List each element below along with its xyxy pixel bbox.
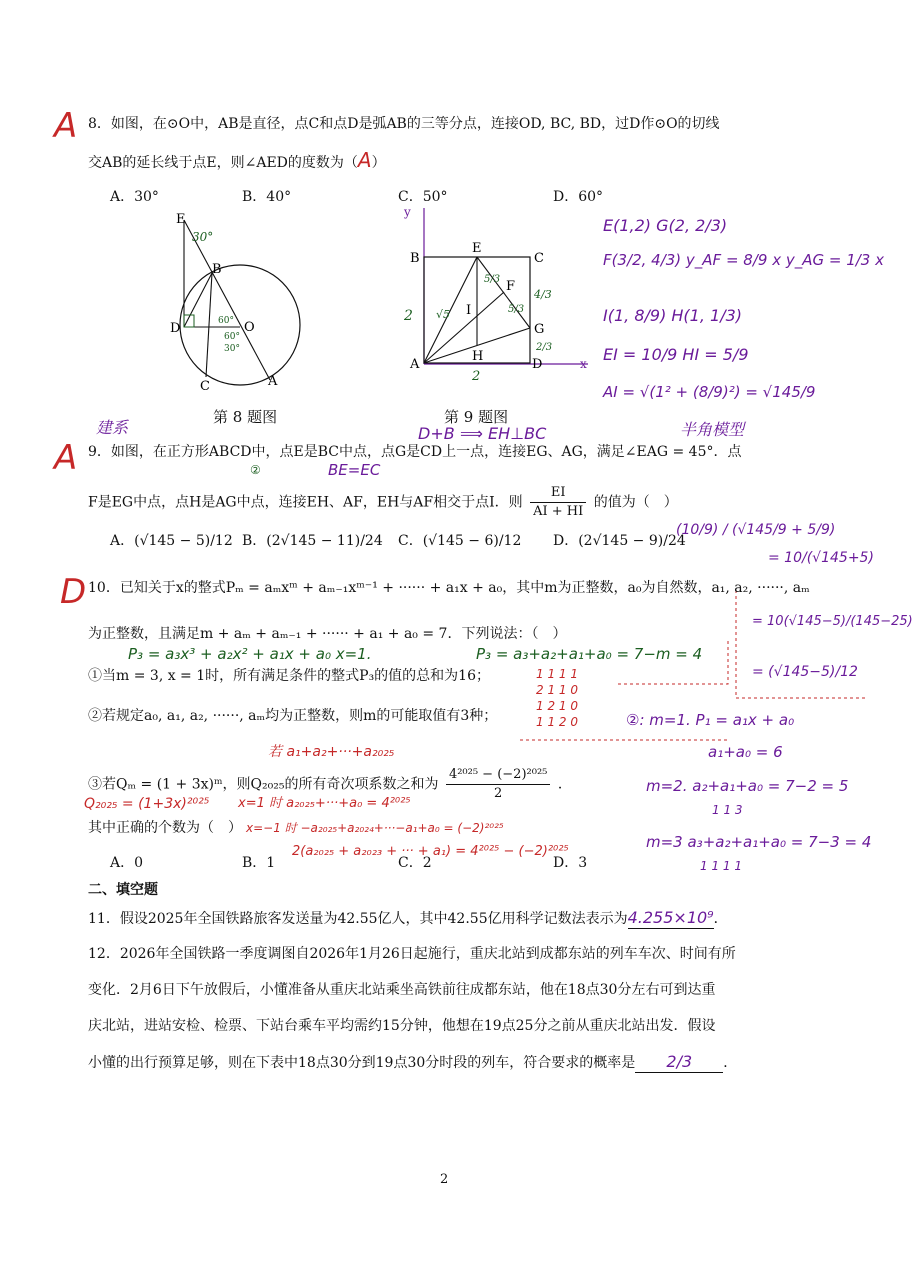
q10-line2: 为正整数，且满足m + aₘ + aₘ₋₁ + ······ + a₁ + a₀ = 7．下列说法：（ ） [88,626,567,642]
q9-hw-ef: 5/3 [484,274,501,285]
q9-hw-perp: ⟹ EH⊥BC [460,424,547,443]
q10-hw-combo-4: 1 1 2 0 [536,715,578,729]
q10-margin-mark: D [60,572,87,612]
q9-hw-gd: 2/3 [536,342,553,353]
q9-label-f: F [506,279,516,294]
q9-hw-frac-1: (10/9) / (√145/9 + 5/9) [676,522,836,538]
q11-answer: 4.255×10⁹ [627,908,714,927]
q8-figure-caption: 第 8 题图 [213,408,278,426]
q9-label-b: B [410,251,420,266]
q9-line2-end: 的值为（ ） [593,494,678,511]
q8-line-ea [184,220,270,380]
q8-line2 [88,150,386,173]
q10-hw-sum: P₃ = a₃+a₂+a₁+a₀ = 7−m = 4 [476,645,703,663]
q11-end: ． [713,911,728,927]
q8-option-c: C．50° [398,189,448,205]
q8-answer-mark: A [357,148,372,172]
q9-hw-fg: 5/3 [508,304,525,315]
section-2-title: 二、填空题 [88,882,158,898]
q9-figure [400,200,590,384]
q9-hw-db: D+B [418,424,455,443]
q9-fraction-den: AI + HI [533,504,584,519]
q8-label-d: D [170,321,181,336]
q10-hw-m2: m=2. a₂+a₁+a₀ = 7−2 = 5 [646,777,849,795]
q10-line1: 10．已知关于x的整式Pₘ = aₘxᵐ + aₘ₋₁xᵐ⁻¹ + ······ + a₁x + a₀，其中m为正整数，a₀为自然数，a₁, a₂, ······, aₘ [88,580,810,596]
q10-statement-1: ①当m = 3, x = 1时，所有满足条件的整式P₃的值的总和为16； [88,668,490,684]
q10-hw-s3-sum: 2(a₂₀₂₅ + a₂₀₂₃ + ··· + a₁) = 4²⁰²⁵ − (−2)²⁰²⁵ [292,844,569,859]
q8-line-bc [206,273,212,377]
q9-margin-mark: A [54,438,78,478]
q12-text: 小懂的出行预算足够，则在下表中18点30分到19点30分时段的列车，符合要求的概率是 [88,1055,636,1071]
q8-line2-text: 交AB的延长线于点E，则∠AED的度数为（ [88,155,358,171]
q8-line-bd [184,273,212,327]
q10-hw-m3-vals: 1 1 1 1 [700,859,742,873]
q9-hw-setup: 建系 [96,418,129,437]
q9-hw-coords-3: I(1, 8/9) H(1, 1/3) [603,306,743,325]
q11-line [88,908,728,929]
q9-label-y: y [404,205,411,219]
q10-hw-combo-2: 2 1 1 0 [536,683,578,697]
q10-option-c: C．2 [398,855,432,871]
q12-end: ． [723,1055,738,1071]
q8-hw-angle4: 30° [224,344,240,354]
q9-label-a: A [410,357,420,372]
q9-fraction [530,484,586,521]
page-number: 2 [440,1172,449,1187]
q12-answer: 2/3 [635,1052,723,1073]
q9-option-c: C．(√145 − 6)/12 [398,533,522,549]
q10-hw-m3: m=3 a₃+a₂+a₁+a₀ = 7−3 = 4 [646,833,872,851]
q9-line-af [424,292,504,363]
q9-hw-coords-1: E(1,2) G(2, 2/3) [603,216,728,235]
q9-hw-frac-4: = (√145−5)/12 [752,664,858,680]
q8-margin-mark: A [54,106,78,146]
q10-hw-m1-sum: a₁+a₀ = 6 [708,743,783,761]
q9-hw-halfangle: 半角模型 [680,420,745,439]
q10-hw-m1: ②: m=1. P₁ = a₁x + a₀ [626,711,795,729]
q9-hw-coords-4: EI = 10/9 HI = 5/9 [603,345,749,364]
q8-hw-angle3: 60° [224,332,240,342]
q9-hw-frac-2: = 10/(√145+5) [768,550,874,566]
q10-hw-s3-x1: x=1 时 a₂₀₂₅+···+a₀ = 4²⁰²⁵ [238,796,411,811]
q10-hw-dashed [518,640,738,750]
q9-label-e: E [472,241,482,256]
q9-option-b: B．(2√145 − 11)/24 [242,533,383,549]
q9-label-i: I [466,303,472,318]
q9-hw-be-ec: BE=EC [328,461,381,479]
q9-hw-side: 2 [404,308,413,324]
q8-label-e: E [176,212,186,227]
q9-fraction-num: EI [530,484,586,503]
q9-hw-cg: 4/3 [534,288,552,301]
q10-hw-s3-q: Q₂₀₂₅ = (1+3x)²⁰²⁵ [84,796,210,812]
q9-hw-frac-3: = 10(√145−5)/(145−25) [752,614,913,629]
q8-label-o: O [244,320,255,335]
q9-label-g: G [534,322,545,337]
q10-option-d: D．3 [553,855,588,871]
q10-hw-p3: P₃ = a₃x³ + a₂x² + a₁x + a₀ x=1. [128,645,372,663]
q9-hw-box [734,590,874,702]
q8-line2-end: ） [371,155,386,171]
q10-hw-combo-1: 1 1 1 1 [536,667,578,681]
q10-hw-combo-3: 1 2 1 0 [536,699,578,713]
q10-s3-fraction [446,766,550,803]
q12-line1: 12．2026年全国铁路一季度调图自2026年1月26日起施行，重庆北站到成都东站的列车车次、时间有所 [88,946,736,962]
q9-line1: 9．如图，在正方形ABCD中，点E是BC中点，点G是CD上一点，连接EG、AG，满足∠EAG = 45°．点 [88,444,742,460]
q8-option-d: D．60° [553,189,604,205]
q8-label-a: A [268,374,278,389]
q10-statement-2: ②若规定a₀, a₁, a₂, ······, aₘ均为正整数，则m的可能取值有3种； [88,708,498,724]
q9-label-h: H [472,349,484,364]
q8-line1: 8．如图，在⊙O中，AB是直径，点C和点D是弧AB的三等分点，连接OD, BC, BD，过D作⊙O的切线 [88,116,720,132]
q10-s3-end: ． [557,776,572,793]
q9-hw-bottom: 2 [472,369,481,384]
q10-hw-m2-vals: 1 1 3 [712,803,743,817]
q10-statement-3-text: ③若Qₘ = (1 + 3x)ᵐ，则Q₂₀₂₅的所有奇次项系数之和为 [88,776,439,793]
q10-option-a: A．0 [110,855,144,871]
q10-count-line: 其中正确的个数为（ ） [88,820,242,836]
q9-hw-coords-2: F(3/2, 4/3) y_AF = 8/9 x y_AG = 1/3 x [603,251,884,269]
q8-label-b: B [212,262,222,277]
q8-label-c: C [200,379,210,394]
q9-label-x: x [580,357,587,371]
q9-label-d: D [532,357,543,372]
q10-s3-num: 4²⁰²⁵ − (−2)²⁰²⁵ [446,766,550,785]
q9-option-a: A．(√145 − 5)/12 [110,533,233,549]
q8-option-a: A．30° [110,189,159,205]
q8-option-b: B．40° [242,189,292,205]
q11-text: 11．假设2025年全国铁路旅客发送量为42.55亿人，其中42.55亿用科学记数法表示为 [88,911,628,927]
q10-hw-s3-a: 若 a₁+a₂+···+a₂₀₂₅ [268,744,395,760]
q10-hw-s3-x-1: x=−1 时 −a₂₀₂₅+a₂₀₂₄+···−a₁+a₀ = (−2)²⁰²⁵ [246,821,504,835]
q8-hw-angle2: 60° [218,316,234,326]
q9-line2-text: F是EG中点，点H是AG中点，连接EH、AF，EH与AF相交于点I．则 [88,494,523,511]
q12-line3: 庆北站，进站安检、检票、下站台乘车平均需约15分钟，他想在19点25分之前从重庆北站出发．假设 [88,1018,716,1034]
q12-line2: 变化．2月6日下午放假后，小懂准备从重庆北站乘坐高铁前往成都东站，他在18点30分左右可到达重 [88,982,716,998]
q10-option-b: B．1 [242,855,276,871]
q9-hw-root5: √5 [436,308,451,321]
q9-line2 [88,484,678,521]
q9-figure-caption: 第 9 题图 [444,408,509,426]
q8-figure [160,205,310,400]
q9-option-d: D．(2√145 − 9)/24 [553,533,686,549]
q9-hw-circle2: ② [250,463,261,477]
q12-line4 [88,1052,737,1073]
q9-hw-coords-5: AI = √(1² + (8/9)²) = √145/9 [603,383,816,401]
q10-s3-den: 2 [494,786,503,801]
q8-hw-angle: 30° [192,230,214,244]
q9-label-c: C [534,251,544,266]
